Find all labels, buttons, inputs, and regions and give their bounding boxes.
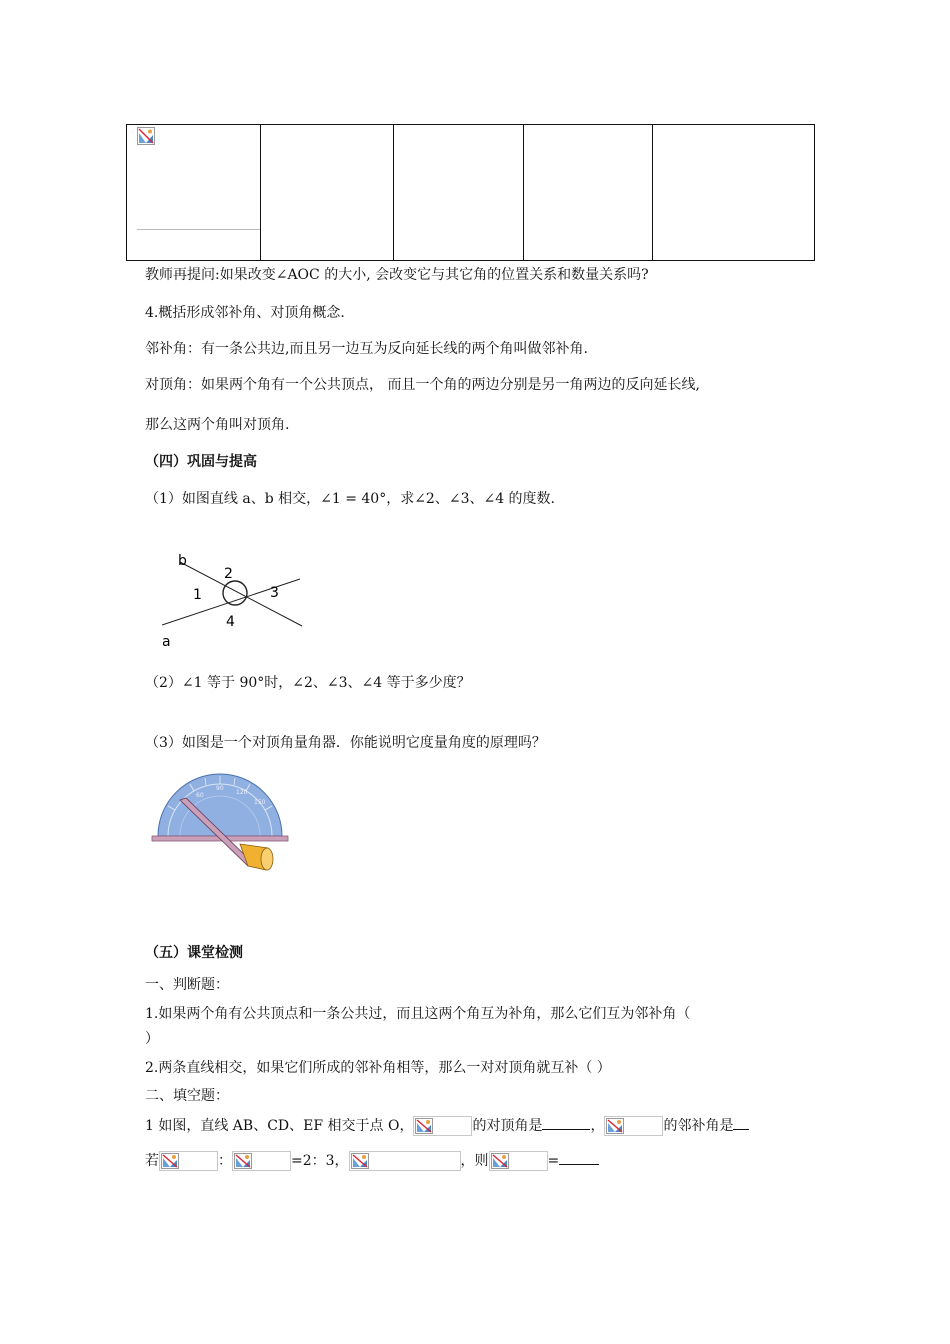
table-image-frame (137, 127, 261, 230)
broken-image-icon (234, 1153, 252, 1169)
broken-image-icon (351, 1153, 369, 1169)
question-3: （3）如图是一个对顶角量角器．你能说明它度量角度的原理吗？ (145, 735, 546, 751)
table-divider (393, 125, 394, 260)
fill-in-heading: 二、填空题： (145, 1088, 229, 1104)
tick-label: 120 (236, 789, 248, 796)
question-1: （1）如图直线 a、b 相交，∠1 = 40°，求∠2、∠3、∠4 的度数. (145, 491, 556, 507)
broken-image-icon (161, 1153, 179, 1169)
observation-table (126, 124, 815, 261)
judgement-1-line-2: ） (145, 1031, 159, 1047)
teacher-question: 教师再提问:如果改变∠AOC 的大小, 会改变它与其它角的位置关系和数量关系吗? (145, 267, 649, 283)
vertical-angle-protractor-figure (150, 768, 290, 878)
broken-image-icon (137, 127, 155, 145)
section-heading-5: （五）课堂检测 (145, 945, 243, 961)
label-b: b (178, 553, 187, 569)
broken-image-icon (606, 1118, 624, 1134)
table-divider (652, 125, 653, 260)
intersecting-lines-figure (150, 545, 320, 655)
question-2: （2）∠1 等于 90°时，∠2、∠3、∠4 等于多少度？ (145, 675, 471, 691)
angle-image-placeholder (349, 1151, 461, 1171)
tick-label: 90 (216, 785, 224, 792)
label-1: 1 (193, 587, 202, 603)
fill-in-1-line-2: 若 ： =2：3， ，则 = (145, 1151, 599, 1171)
judgement-1-line-1: 1.如果两个角有公共顶点和一条公共过，而且这两个角互为补角，那么它们互为邻补角（ (145, 1006, 691, 1022)
section-heading-4: （四）巩固与提高 (145, 454, 257, 470)
angle-image-placeholder (489, 1151, 548, 1171)
vertical-angle-definition-1: 对顶角：如果两个角有一个公共顶点， 而且一个角的两边分别是另一角两边的反向延长线, (145, 377, 700, 393)
answer-blank[interactable] (542, 1129, 590, 1130)
fill-in-1-line-1: 1 如图，直线 AB、CD、EF 相交于点 O， 的对顶角是 ， 的邻补角是 (145, 1116, 749, 1136)
label-2: 2 (224, 566, 233, 582)
vertical-angle-definition-2: 那么这两个角叫对顶角. (145, 417, 290, 433)
angle-image-placeholder (232, 1151, 291, 1171)
answer-blank[interactable] (733, 1129, 749, 1130)
concept-step-4: 4.概括形成邻补角、对顶角概念. (145, 305, 345, 321)
table-divider (260, 125, 261, 260)
angle-image-placeholder (604, 1116, 663, 1136)
tick-label: 60 (196, 792, 204, 799)
judgement-2: 2.两条直线相交，如果它们所成的邻补角相等，那么一对对顶角就互补（ ） (145, 1060, 611, 1076)
angle-image-placeholder (159, 1151, 218, 1171)
table-divider (523, 125, 524, 260)
broken-image-icon (491, 1153, 509, 1169)
label-a: a (162, 634, 171, 650)
label-3: 3 (270, 585, 279, 601)
adjacent-supplementary-definition: 邻补角：有一条公共边,而且另一边互为反向延长线的两个角叫做邻补角. (145, 341, 588, 357)
true-false-heading: 一、判断题： (145, 977, 229, 993)
label-4: 4 (226, 614, 235, 630)
tick-label: 150 (254, 799, 266, 806)
angle-image-placeholder (413, 1116, 472, 1136)
answer-blank[interactable] (559, 1164, 599, 1165)
broken-image-icon (415, 1118, 433, 1134)
